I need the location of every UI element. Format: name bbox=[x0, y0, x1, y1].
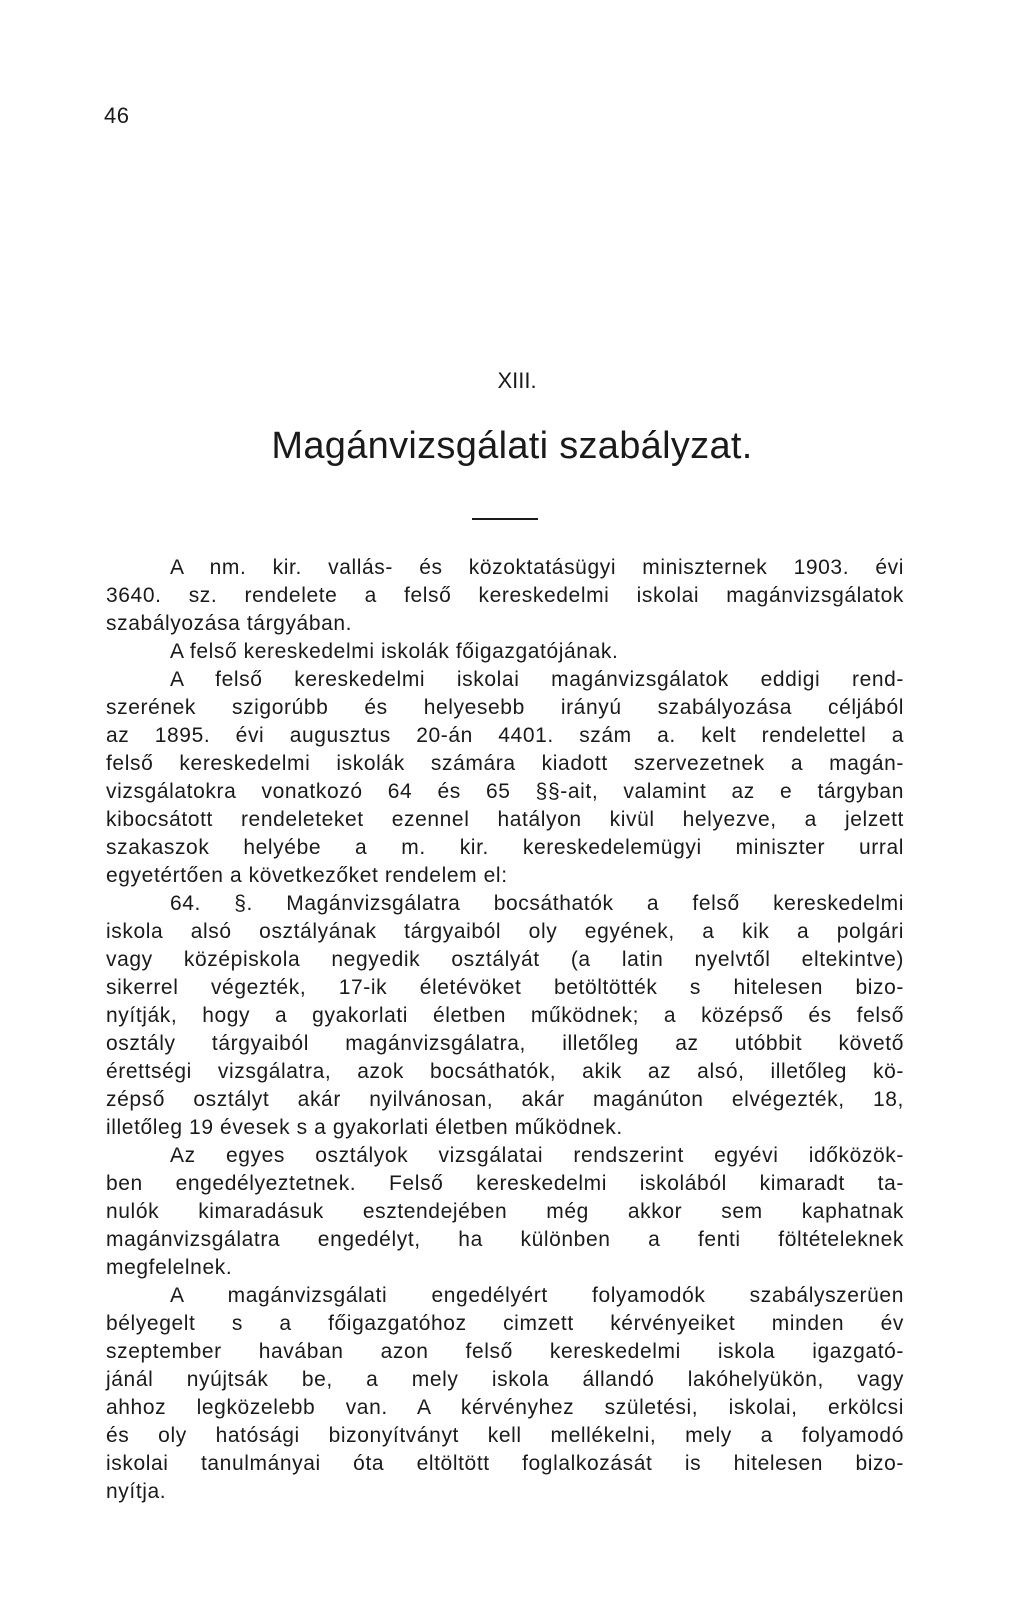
text-line: szerének szigorúbb és helyesebb irányú szabályozása céljából bbox=[106, 696, 904, 719]
page-number: 46 bbox=[104, 103, 130, 128]
document-title: Magánvizsgálati szabályzat. bbox=[271, 425, 753, 467]
text-line: illetőleg 19 évesek s a gyakorlati életben működnek. bbox=[106, 1116, 623, 1139]
body-text bbox=[106, 554, 904, 1506]
text-line: nyítják, hogy a gyakorlati életben működnek; a középső és felső bbox=[106, 1004, 904, 1027]
text-line: osztály tárgyaiból magánvizsgálatra, illetőleg az utóbbit követő bbox=[106, 1032, 904, 1055]
text-line: megfelelnek. bbox=[106, 1256, 233, 1279]
text-line: A nm. kir. vallás- és közoktatásügyi miniszternek 1903. évi bbox=[170, 556, 904, 579]
text-line: vizsgálatokra vonatkozó 64 és 65 §§-ait, valamint az e tárgyban bbox=[106, 780, 904, 803]
text-line: érettségi vizsgálatra, azok bocsáthatók, akik az alsó, illetőleg kö- bbox=[106, 1060, 904, 1083]
text-line: bélyegelt s a főigazgatóhoz cimzett kérvényeiket minden év bbox=[106, 1312, 904, 1335]
text-line: felső kereskedelmi iskolák számára kiadott szervezetnek a magán- bbox=[106, 752, 904, 775]
section-number: XIII. bbox=[497, 368, 537, 393]
text-line: ahhoz legközelebb van. A kérvényhez születési, iskolai, erkölcsi bbox=[106, 1396, 904, 1419]
text-line: A felső kereskedelmi iskolai magánvizsgálatok eddigi rend- bbox=[170, 668, 904, 691]
text-line: A felső kereskedelmi iskolák főigazgatójának. bbox=[170, 640, 619, 663]
text-line: ben engedélyeztetnek. Felső kereskedelmi iskolából kimaradt ta- bbox=[106, 1172, 904, 1195]
text-line: zépső osztályt akár nyilvánosan, akár magánúton elvégezték, 18, bbox=[106, 1088, 904, 1111]
text-line: Az egyes osztályok vizsgálatai rendszerint egyévi időközök- bbox=[170, 1144, 904, 1167]
text-line: szakaszok helyébe a m. kir. kereskedelemügyi miniszter urral bbox=[106, 836, 904, 859]
text-line: nyítja. bbox=[106, 1480, 167, 1503]
text-line: az 1895. évi augusztus 20-án 4401. szám a. kelt rendelettel a bbox=[106, 724, 904, 747]
text-line: vagy középiskola negyedik osztályát (a latin nyelvtől eltekintve) bbox=[106, 948, 904, 971]
text-line: egyetértően a következőket rendelem el: bbox=[106, 864, 508, 887]
text-line: 3640. sz. rendelete a felső kereskedelmi iskolai magánvizsgálatok bbox=[106, 584, 904, 607]
text-line: szabályozása tárgyában. bbox=[106, 612, 353, 635]
text-line: iskolai tanulmányai óta eltöltött foglalkozását is hitelesen bizo- bbox=[106, 1452, 904, 1475]
text-line: és oly hatósági bizonyítványt kell mellékelni, mely a folyamodó bbox=[106, 1424, 904, 1447]
text-line: sikerrel végezték, 17-ik életévöket betöltötték s hitelesen bizo- bbox=[106, 976, 904, 999]
text-line: A magánvizsgálati engedélyért folyamodók szabályszerüen bbox=[170, 1284, 904, 1307]
title-divider bbox=[472, 518, 538, 520]
text-line: magánvizsgálatra engedélyt, ha különben a fenti föltételeknek bbox=[106, 1228, 904, 1251]
text-line: jánál nyújtsák be, a mely iskola állandó lakóhelyükön, vagy bbox=[106, 1368, 904, 1391]
text-line: 64. §. Magánvizsgálatra bocsáthatók a felső kereskedelmi bbox=[170, 892, 904, 915]
text-line: iskola alsó osztályának tárgyaiból oly egyének, a kik a polgári bbox=[106, 920, 904, 943]
text-line: nulók kimaradásuk esztendejében még akkor sem kaphatnak bbox=[106, 1200, 904, 1223]
text-line: kibocsátott rendeleteket ezennel hatályon kivül helyezve, a jelzett bbox=[106, 808, 904, 831]
text-line: szeptember havában azon felső kereskedelmi iskola igazgató- bbox=[106, 1340, 904, 1363]
